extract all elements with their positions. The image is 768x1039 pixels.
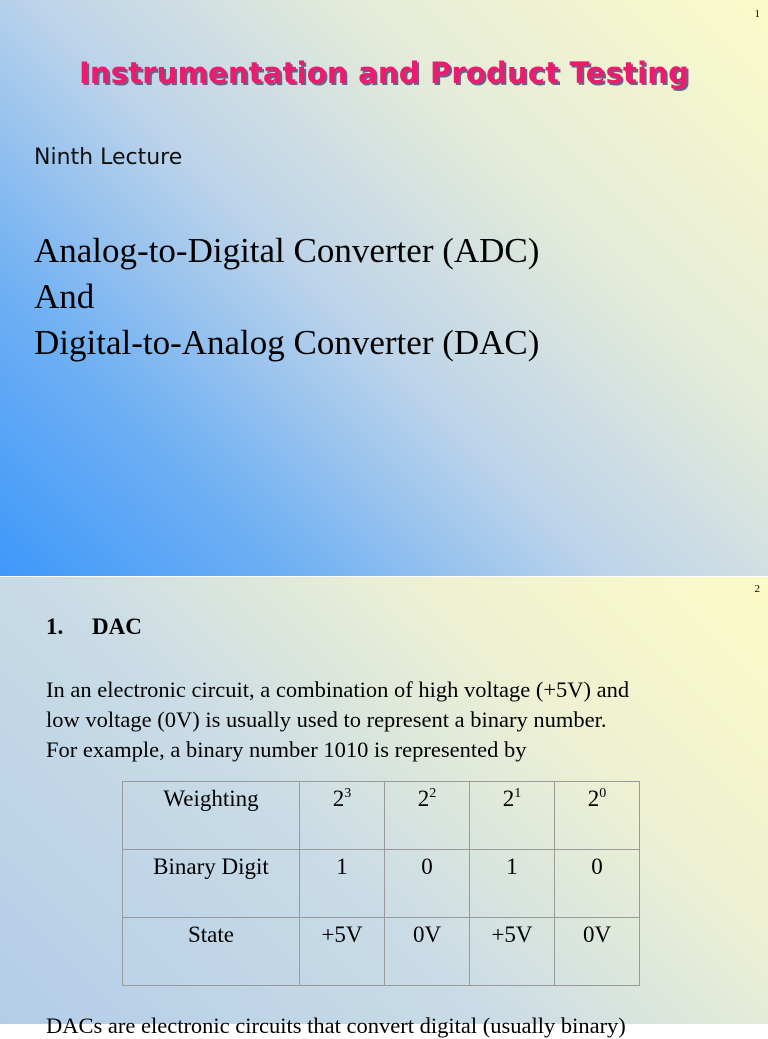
paragraph-line: In an electronic circuit, a combination of high voltage (+5V) and — [46, 677, 630, 702]
topic-line-dac: Digital-to-Analog Converter (DAC) — [34, 323, 540, 362]
lecture-topics — [34, 228, 539, 366]
digit-cell: 0 — [555, 850, 640, 918]
table-row-binary-digit — [123, 850, 640, 918]
weight-cell: $2^3$ — [300, 782, 385, 850]
section-title: DAC — [92, 614, 142, 639]
lecture-subtitle: Ninth Lecture — [34, 145, 183, 170]
page-number: 1 — [754, 8, 760, 20]
table-row-weighting — [123, 782, 640, 850]
row-label: Weighting — [123, 782, 300, 850]
digit-cell: 1 — [470, 850, 555, 918]
state-cell: 0V — [555, 918, 640, 986]
binary-table — [122, 781, 640, 986]
section-number: 1. — [46, 614, 64, 639]
weight-cell: $2^2$ — [385, 782, 470, 850]
topic-line-and: And — [34, 277, 95, 316]
intro-paragraph — [46, 675, 746, 765]
paragraph-line: For example, a binary number 1010 is represented by — [46, 737, 527, 762]
trailing-paragraph: DACs are electronic circuits that convert digital (usually binary) — [46, 1013, 626, 1038]
state-cell: 0V — [385, 918, 470, 986]
state-cell: +5V — [300, 918, 385, 986]
weight-cell: $2^0$ — [555, 782, 640, 850]
table-row-state — [123, 918, 640, 986]
slide-title: Instrumentation and Product Testing — [78, 56, 690, 90]
slide-2 — [0, 577, 768, 1038]
page-number: 2 — [754, 583, 760, 595]
topic-line-adc: Analog-to-Digital Converter (ADC) — [34, 231, 540, 270]
row-label: Binary Digit — [123, 850, 300, 918]
digit-cell: 1 — [300, 850, 385, 918]
row-label: State — [123, 918, 300, 986]
weight-cell: $2^1$ — [470, 782, 555, 850]
paragraph-line: low voltage (0V) is usually used to represent a binary number. — [46, 707, 607, 732]
state-cell: +5V — [470, 918, 555, 986]
section-heading — [46, 614, 142, 640]
digit-cell: 0 — [385, 850, 470, 918]
